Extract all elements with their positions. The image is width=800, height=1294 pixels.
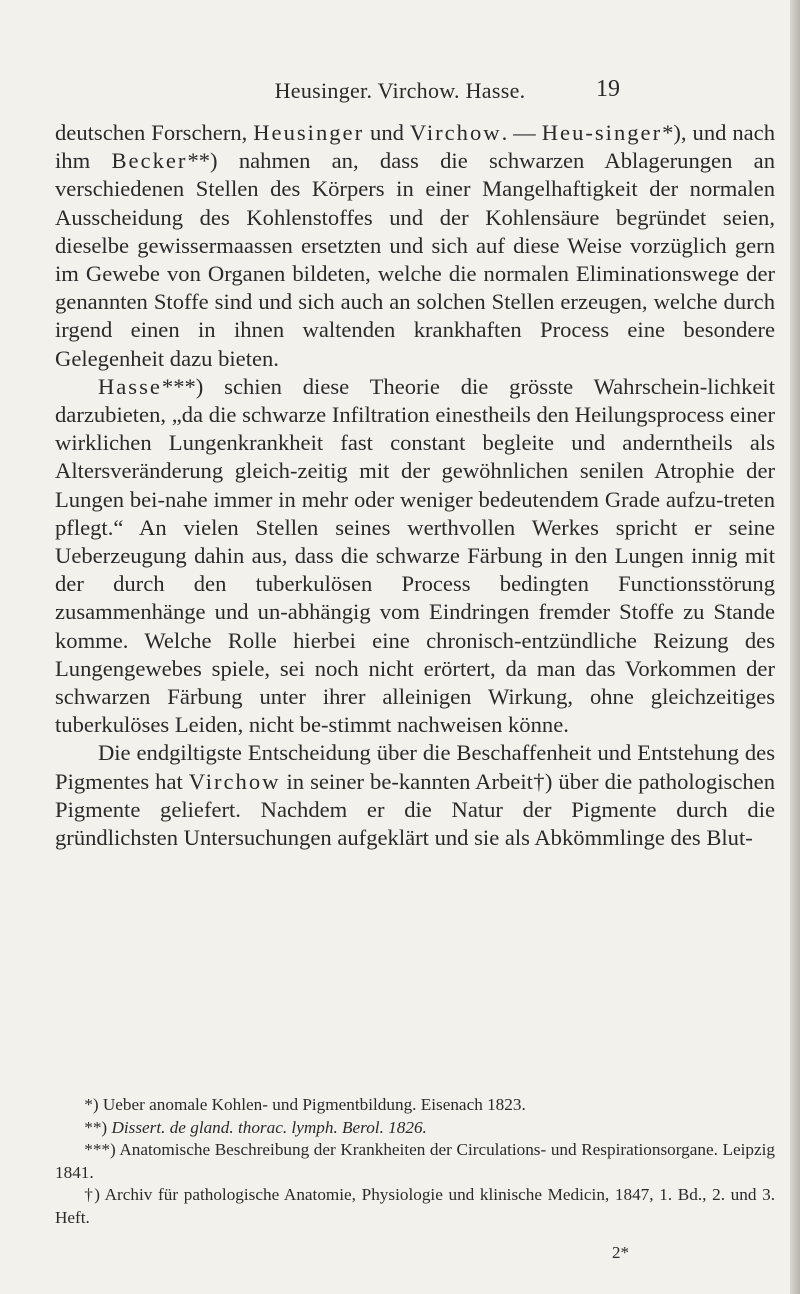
footnote	[55, 1139, 775, 1184]
footnote	[55, 1117, 775, 1140]
text-run: Die endgiltigste Entscheidung über die Beschaffenheit und Entstehung des Pigmentes hat	[55, 740, 775, 794]
footnote	[55, 1094, 775, 1117]
text-run: †) Archiv für pathologische Anatomie, Physiologie und klinische Medicin, 1847, 1. Bd., 2. und 3. Heft.	[55, 1185, 775, 1227]
paragraph	[55, 739, 775, 852]
text-run: **) nahmen an, dass die schwarzen Ablagerungen an verschiedenen Stellen des Körpers in einer Mangelhaftigkeit der normalen Ausscheidung des Kohlenstoffes und der Kohlensäure begründet seien, dieselbe gewissermaassen ersetzten und sich auf diese Weise vorzüglich gern im Gewebe von Organen bildeten, welche die normalen Eliminationswege der genannten Stoffe sind und sich auch an solchen Stellen erzeugen, welche durch irgend einen in ihnen waltenden krankhaften Process eine besondere Gelegenheit dazu bieten.	[55, 148, 776, 371]
text-run: *) Ueber anomale Kohlen- und Pigmentbildung. Eisenach 1823.	[84, 1095, 526, 1114]
text-run: ***) schien diese Theorie die grösste Wahrschein-lichkeit darzubieten, „da die schwarze Infiltration einestheils den Heilungsprocess einer wirklichen Lungenkrankheit fast constant begleite und anderntheils als Altersveränderung gleich-zeitig mit der gewöhnlichen senilen Atrophie der Lungen bei-nahe immer in mehr oder weniger bedeutendem Grade aufzu-treten pflegt.“ An vielen Stellen seines werthvollen Werkes spricht er seine Ueberzeugung dahin aus, dass die schwarze Färbung in den Lungen innig mit der durch den tuberkulösen Process bedingten Functionsstörung zusammenhänge und un-abhängig vom Eindringen fremder Stoffe zu Stande komme. Welche Rolle hierbei eine chronisch-entzündliche Reizung des Lungengewebes spiele, sei noch nicht erörtert, da man das Vorkommen der schwarzen Färbung unter ihrer alleinigen Wirkung, ohne gleichzeitiges tuberkulöses Leiden, nicht be-stimmt nachweisen könne.	[55, 373, 775, 738]
text-run: in seiner be-kannten Arbeit†) über die pathologischen Pigmente geliefert. Nachdem er die Natur der Pigmente durch die gründlichsten Untersuchungen aufgeklärt und sie als Abkömmlinge des Blut-	[55, 768, 775, 851]
page-header	[0, 74, 800, 108]
spaced-name: Heu-singer	[541, 120, 663, 145]
page-edge	[790, 0, 800, 1294]
spaced-name: Virchow	[409, 120, 502, 145]
page-number: 19	[596, 76, 620, 102]
text-run: Dissert. de gland. thorac. lymph. Berol. 1826.	[111, 1117, 427, 1137]
spaced-name: Becker	[111, 148, 188, 174]
paragraph	[55, 373, 775, 740]
text-run: *), und nach ihm	[55, 120, 776, 174]
text-run: und	[364, 120, 410, 145]
spaced-name: Hasse	[97, 373, 162, 399]
footnote	[55, 1184, 775, 1229]
text-run: . —	[501, 120, 542, 145]
spaced-name: Heusinger	[253, 120, 365, 145]
signature-mark: 2*	[612, 1243, 629, 1262]
paragraph	[55, 119, 775, 373]
running-head: Heusinger. Virchow. Hasse.	[274, 78, 526, 103]
text-run: **)	[84, 1117, 112, 1137]
text-run: deutschen Forschern,	[55, 120, 254, 145]
footnotes	[55, 1094, 775, 1230]
body-text	[55, 119, 775, 852]
text-run: ***) Anatomische Beschreibung der Krankheiten der Circulations- und Respirationsorgane. Leipzig 1841.	[55, 1140, 775, 1182]
spaced-name: Virchow	[188, 768, 281, 794]
